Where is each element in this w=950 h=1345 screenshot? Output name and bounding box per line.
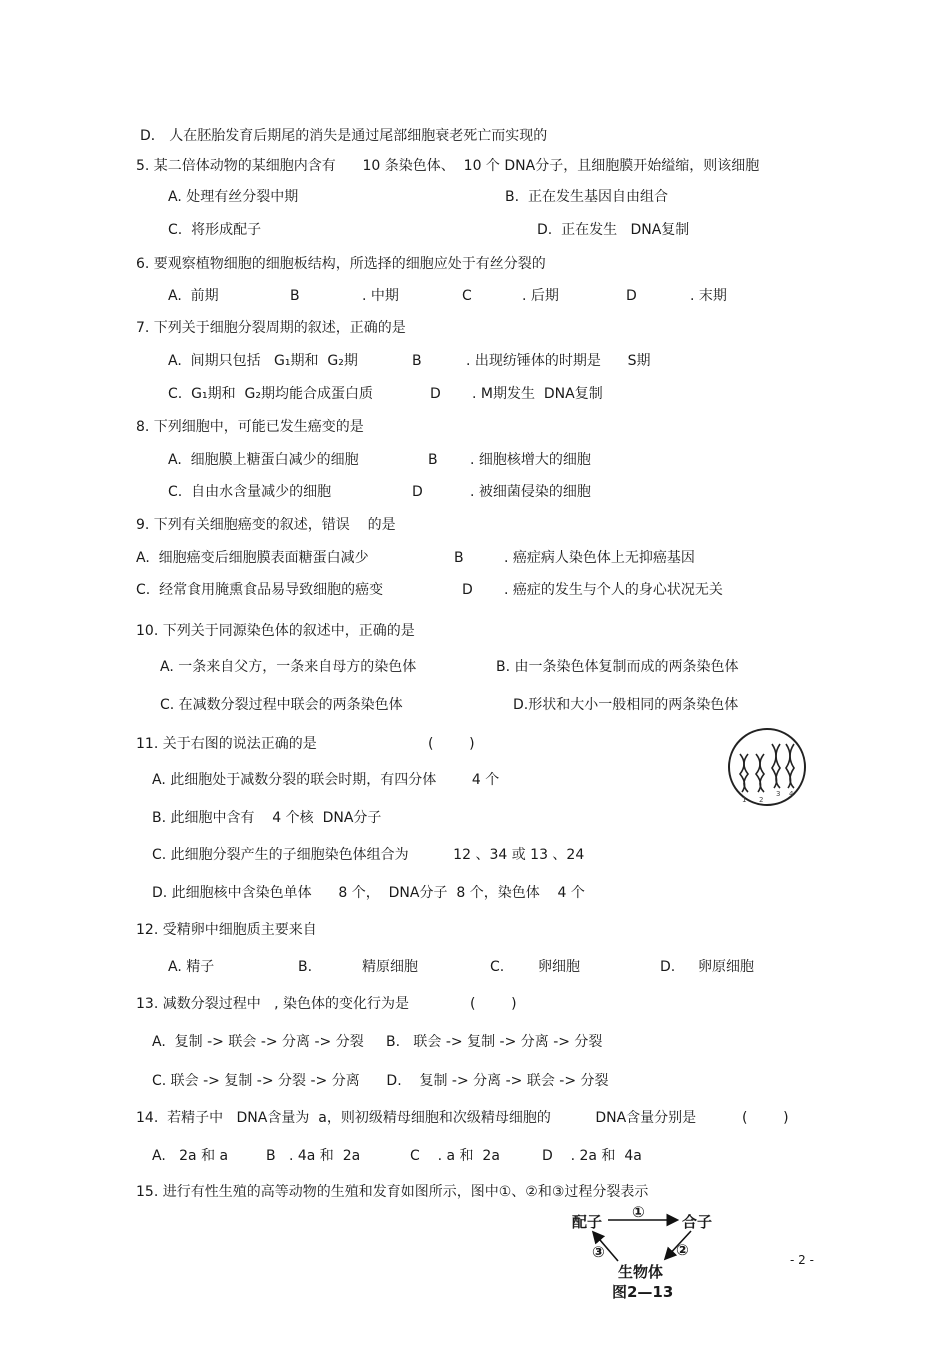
text-line-q8d: D bbox=[412, 484, 423, 500]
text-line-q9d: D bbox=[462, 582, 473, 598]
text-line-q7a: A. 间期只包括 G₁期和 G₂期 bbox=[168, 353, 358, 369]
reproduction-cycle-diagram bbox=[566, 1203, 716, 1303]
organism-label: 生物体 bbox=[618, 1263, 664, 1281]
text-line-q8b: B bbox=[428, 452, 438, 468]
text-line-q10d: D.形状和大小一般相同的两条染色体 bbox=[513, 697, 739, 713]
chromosome-label: 2 bbox=[759, 796, 764, 804]
chromosome-label: 3 bbox=[776, 790, 781, 798]
text-line-q13p: ( ) bbox=[470, 996, 517, 1012]
figure-caption: 图2—13 bbox=[612, 1283, 674, 1301]
text-line-q5d: D. 正在发生 DNA复制 bbox=[537, 222, 690, 238]
text-line-q8: 8. 下列细胞中，可能已发生癌变的是 bbox=[136, 419, 364, 435]
text-line-q9d2: . 癌症的发生与个人的身心状况无关 bbox=[504, 582, 723, 598]
step-3-label: ③ bbox=[592, 1243, 605, 1261]
text-line-q6b2: . 中期 bbox=[362, 288, 399, 304]
text-line-q11b: B. 此细胞中含有 4 个核 DNA分子 bbox=[152, 810, 382, 826]
text-line-q7b: B bbox=[412, 353, 422, 369]
text-line-q7: 7. 下列关于细胞分裂周期的叙述，正确的是 bbox=[136, 320, 406, 336]
text-line-q7d2: . M期发生 DNA复制 bbox=[472, 386, 603, 402]
text-line-q13c: C. 联会 -> 复制 -> 分裂 -> 分离 D. 复制 -> 分离 -> 联会 -> 分裂 bbox=[152, 1073, 609, 1089]
text-line-q13a: A. 复制 -> 联会 -> 分离 -> 分裂 B. 联会 -> 复制 -> 分离 -> 分裂 bbox=[152, 1034, 603, 1050]
text-line-q10: 10. 下列关于同源染色体的叙述中，正确的是 bbox=[136, 623, 415, 639]
text-line-q9c: C. 经常食用腌熏食品易导致细胞的癌变 bbox=[136, 582, 384, 598]
text-line-q7c: C. G₁期和 G₂期均能合成蛋白质 bbox=[168, 386, 373, 402]
text-line-q14c: C . a 和 2a bbox=[410, 1148, 500, 1164]
text-line-q10a: A. 一条来自父方，一条来自母方的染色体 bbox=[160, 659, 417, 675]
text-line-q6a: A. 前期 bbox=[168, 288, 219, 304]
text-line-q7d: D bbox=[430, 386, 441, 402]
text-line-q12d: D. bbox=[660, 959, 676, 975]
text-line-q6c: C bbox=[462, 288, 472, 304]
text-line-q9b2: . 癌症病人染色体上无抑癌基因 bbox=[504, 550, 695, 566]
text-line-q13: 13. 减数分裂过程中 , 染色体的变化行为是 bbox=[136, 996, 409, 1012]
chromosome-label: 1 bbox=[742, 796, 747, 804]
text-line-q14p: ( ) bbox=[742, 1110, 789, 1126]
page-number: - 2 - bbox=[790, 1253, 814, 1267]
text-line-q12a: A. 精子 bbox=[168, 959, 215, 975]
text-line-q11p: ( ) bbox=[428, 736, 475, 752]
step-2-label: ② bbox=[676, 1241, 689, 1259]
text-line-q7b2: . 出现纺锤体的时期是 S期 bbox=[466, 353, 651, 369]
gamete-label: 配子 bbox=[572, 1213, 603, 1231]
text-line-q12c: C. bbox=[490, 959, 505, 975]
text-line-q6: 6. 要观察植物细胞的细胞板结构，所选择的细胞应处于有丝分裂的 bbox=[136, 256, 546, 272]
text-line-q15: 15. 进行有性生殖的高等动物的生殖和发育如图所示，图中①、②和③过程分裂表示 bbox=[136, 1184, 649, 1200]
text-line-q5b: B. 正在发生基因自由组合 bbox=[505, 189, 668, 205]
text-line-q6d: D bbox=[626, 288, 637, 304]
text-line-q5a: A. 处理有丝分裂中期 bbox=[168, 189, 299, 205]
text-line-q11a: A. 此细胞处于减数分裂的联会时期，有四分体 4 个 bbox=[152, 772, 500, 788]
zygote-label: 合子 bbox=[682, 1213, 713, 1231]
text-line-q4d: D． 人在胚胎发育后期尾的消失是通过尾部细胞衰老死亡而实现的 bbox=[140, 128, 548, 144]
text-line-q11: 11. 关于右图的说法正确的是 bbox=[136, 736, 317, 752]
text-line-q14d: D . 2a 和 4a bbox=[542, 1148, 642, 1164]
text-line-q14b: B . 4a 和 2a bbox=[266, 1148, 361, 1164]
text-line-q8b2: . 细胞核增大的细胞 bbox=[470, 452, 591, 468]
text-line-q5c: C. 将形成配子 bbox=[168, 222, 262, 238]
text-line-q10c: C. 在减数分裂过程中联会的两条染色体 bbox=[160, 697, 403, 713]
text-line-q9b: B bbox=[454, 550, 464, 566]
text-line-q12d2: 卵原细胞 bbox=[698, 959, 754, 975]
text-line-q6d2: . 末期 bbox=[690, 288, 727, 304]
text-line-q5: 5. 某二倍体动物的某细胞内含有 10 条染色体、 10 个 DNA分子，且细胞膜开始缢缩，则该细胞 bbox=[136, 158, 760, 174]
text-line-q10b: B. 由一条染色体复制而成的两条染色体 bbox=[496, 659, 739, 675]
text-line-q11d: D. 此细胞核中含染色单体 8 个， DNA分子 8 个，染色体 4 个 bbox=[152, 885, 585, 901]
text-line-q9a: A. 细胞癌变后细胞膜表面糖蛋白减少 bbox=[136, 550, 369, 566]
text-line-q9: 9. 下列有关细胞癌变的叙述，错误 的是 bbox=[136, 517, 396, 533]
text-line-q12b: B. bbox=[298, 959, 313, 975]
text-line-q12b2: 精原细胞 bbox=[362, 959, 418, 975]
chromosome-label: 4 bbox=[789, 790, 794, 798]
text-line-q6b: B bbox=[290, 288, 300, 304]
text-line-q11c: C. 此细胞分裂产生的子细胞染色体组合为 12 、34 或 13 、24 bbox=[152, 847, 585, 863]
text-line-q6c2: . 后期 bbox=[522, 288, 559, 304]
text-line-q8d2: . 被细菌侵染的细胞 bbox=[470, 484, 591, 500]
text-line-q8a: A. 细胞膜上糖蛋白减少的细胞 bbox=[168, 452, 359, 468]
tetrad-cell-figure bbox=[726, 726, 808, 808]
step-1-label: ① bbox=[632, 1203, 645, 1221]
text-line-q12c2: 卵细胞 bbox=[538, 959, 580, 975]
text-line-q12: 12. 受精卵中细胞质主要来自 bbox=[136, 922, 317, 938]
text-line-q14: 14. 若精子中 DNA含量为 a，则初级精母细胞和次级精母细胞的 DNA含量分别是 bbox=[136, 1110, 697, 1126]
text-line-q14a: A. 2a 和 a bbox=[152, 1148, 229, 1164]
text-line-q8c: C. 自由水含量减少的细胞 bbox=[168, 484, 332, 500]
